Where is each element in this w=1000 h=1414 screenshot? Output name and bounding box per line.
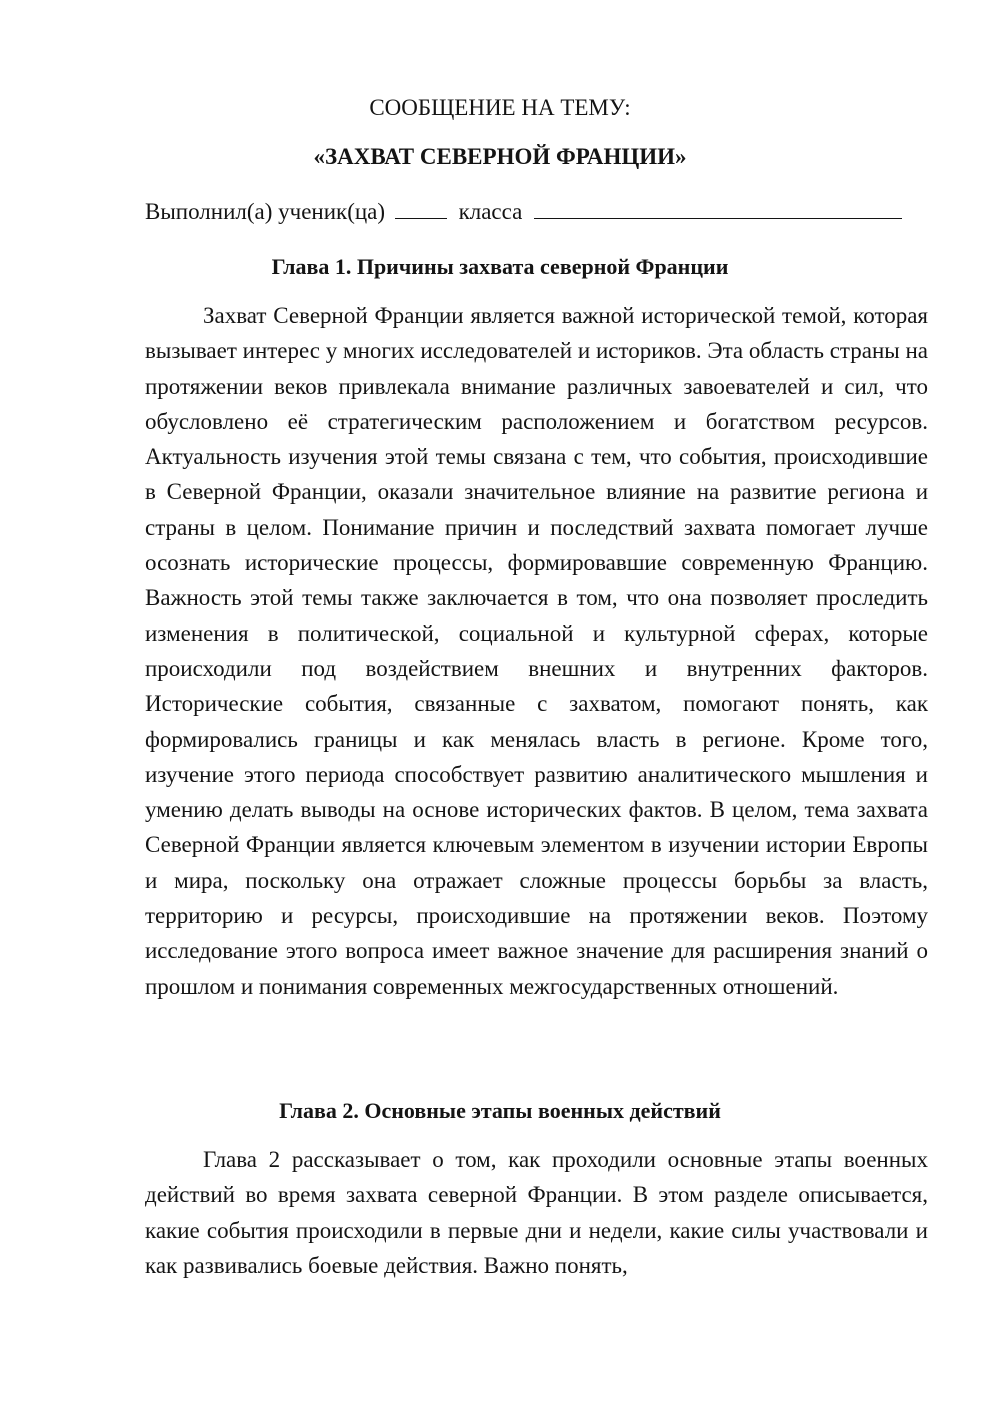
chapter-1-paragraph: Захват Северной Франции является важной исторической темой, которая вызывает интерес у многих исследователей и историков. Эта область страны на протяжении веков привлекала внимание различных завоевателей и сил, что обусловлено её стратегическим расположением и богатством ресурсов. Актуальность изучения этой темы связана с тем, что события, происходившие в Северной Франции, оказали значительное влияние на развитие региона и страны в целом. Понимание причин и последствий захвата помогает лучше осознать исторические процессы, формировавшие современную Францию. Важность этой темы также заключается в том, что она позволяет проследить изменения в политической, социальной и культурной сферах, которые происходили под воздействием внешних и внутренних факторов. Исторические события, связанные с захватом, помогают понять, как формировались границы и как менялась власть в регионе. Кроме того, изучение этого периода способствует развитию аналитического мышления и умению делать выводы на основе исторических фактов. В целом, тема захвата Северной Франции является ключевым элементом в изучении истории Европы и мира, поскольку она отражает сложные процессы борьбы за власть, территорию и ресурсы, происходившие на протяжении веков. Поэтому исследование этого вопроса имеет важное значение для расширения знаний о прошлом и понимания современных межгосударственных отношений. xyxy=(145,303,928,999)
chapter-1-heading: Глава 1. Причины захвата северной Франции xyxy=(271,254,729,279)
class-number-blank xyxy=(395,196,447,219)
name-blank xyxy=(534,196,902,219)
author-line xyxy=(145,196,935,228)
chapter-2-heading: Глава 2. Основные этапы военных действий xyxy=(279,1098,721,1123)
author-label: Выполнил(а) ученик(ца) xyxy=(145,199,386,224)
class-label: класса xyxy=(458,199,523,224)
chapter-2-paragraph: Глава 2 рассказывает о том, как проходили основные этапы военных действий во время захвата северной Франции. В этом разделе описывается, какие события происходили в первые дни и недели, какие силы участвовали и как развивались боевые действия. Важно понять, xyxy=(145,1147,928,1278)
report-title: «ЗАХВАТ СЕВЕРНОЙ ФРАНЦИИ» xyxy=(313,144,687,169)
report-heading: СООБЩЕНИЕ НА ТЕМУ: xyxy=(369,95,631,120)
